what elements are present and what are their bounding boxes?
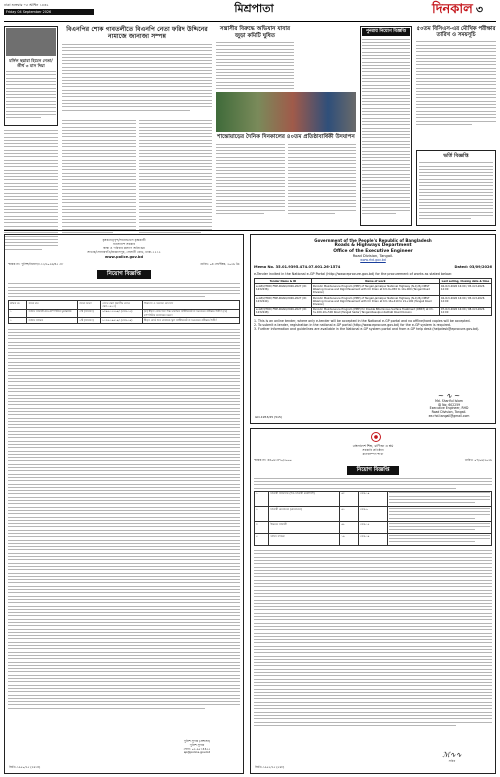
notice-org-line3: মানবসম্পদ শাখা xyxy=(362,452,384,457)
notice-intro xyxy=(254,478,492,489)
notice-row-grade: গ্রেড-১০ xyxy=(359,491,387,506)
recruit-intro xyxy=(8,283,240,297)
recruit-col-header: ক্রমিক নং xyxy=(9,301,27,309)
recruit-col-header: বেতন স্কেল (জাতীয় বেতন স্কেল-২০১৫) xyxy=(101,301,143,309)
recruit-row-qual: (ক) স্বীকৃত বোর্ড হতে উচ্চ মাধ্যমিক সার্টিফিকেট বা সমমানের পরীক্ষায় উত্তীর্ণ; (খ) কম্পিউটার ব্যবহারের দক্ষতা xyxy=(142,309,239,317)
recruit-memo: স্মারক নং: পুলিশ/নিয়োগ/১১৩/২০২৬/৪৫ ৩৮ xyxy=(8,262,64,267)
tender-gov-line1: Government of the People's Republic of Bangladesh xyxy=(314,238,432,243)
notice-row-count: ০২ xyxy=(340,507,359,522)
bottom-right-notice xyxy=(250,428,496,774)
masthead-logo xyxy=(432,2,496,20)
header-date-bn: ঢাকা শুক্রবার ০৫ আশ্বিন ১৪৩২ xyxy=(4,3,49,7)
recruit-table-header xyxy=(9,301,240,309)
notice-title: নিয়োগ বিজ্ঞপ্তি xyxy=(347,466,400,475)
top-story-columns xyxy=(62,120,212,235)
recruit-row-post: অফিস সহকারী-কাম-কম্পিউটার মুদ্রাক্ষরিক xyxy=(27,309,78,317)
recruit-row-post: অফিস সহায়ক xyxy=(27,318,78,323)
tender-signer-place: Road Division, Tangail. xyxy=(431,410,467,415)
right-notice-2-body xyxy=(416,41,496,124)
tender-date: Dated: 03/09/2026 xyxy=(454,265,492,270)
tender-website[interactable]: www.rhd.gov.bd xyxy=(360,258,386,263)
top-story-body xyxy=(62,44,212,111)
recruit-col-header: শিক্ষাগত ও অন্যান্য যোগ্যতা xyxy=(142,301,239,309)
right-notice-3-headline: ভর্তি বিজ্ঞপ্তি xyxy=(443,153,469,159)
recruit-org-line3: স্বাস্থ্য ও পরিবার কল্যাণ অধিদপ্তর xyxy=(103,246,145,250)
tender-gov-line2: Roads & Highways Department xyxy=(334,243,412,248)
tender-foot-code: GD-1953/25 (5x5) xyxy=(255,415,283,420)
table-row xyxy=(9,318,240,323)
tender-row-work: Periodic Maintenance Program (PMP) for Double Bituminous Surface Treatment (DBST) at Ch. 3+100-10+500 Road (Tangail Sadar) Tangail-Rasulpur-Kalihati Road Division xyxy=(311,307,439,315)
right-notice-2 xyxy=(416,26,496,146)
notice-row-sl: ১ xyxy=(255,491,269,506)
table-row xyxy=(255,296,492,308)
recruit-row-scale: ৯৩০০-২২৪৯০/- (গ্রেড-১৬) xyxy=(101,309,143,317)
recruit-col-header: পদের নাম xyxy=(27,301,78,309)
notice-row-detail xyxy=(387,491,491,506)
tender-notice xyxy=(250,234,496,424)
notice-org-line2: সরকারি প্রতিষ্ঠান xyxy=(362,448,384,453)
recruit-org-line2: বাংলাদেশ সরকার xyxy=(113,242,135,246)
recruit-signer-line2: পুলিশ সুপার xyxy=(189,742,205,747)
top-story-headline: বিএনপির শোক গাবতলীতে বিএনপি নেতা ফরিদ উদ্দিনের নামাজে জানাজা সম্পন্ন xyxy=(66,26,208,41)
tender-row-dates: 04-Oct-2026 16:00 / 05-Oct-2026 12:00 xyxy=(439,296,491,308)
recruit-conditions xyxy=(8,329,240,709)
tender-signature-block xyxy=(409,393,489,419)
tender-col-header: Tender Name & ID xyxy=(255,279,312,284)
recruit-signer-email[interactable]: sp@police.gov.bd xyxy=(183,750,211,755)
left-news-box xyxy=(4,26,58,126)
tender-row-work: Periodic Maintenance Program (PMP) of Tangail-Jamalpur National Highway (N-4) By DBST Wearing Course and Rigid Pavement with CC Drain at Km 6+050 to 10+000 (Tangail Road Division) xyxy=(311,284,439,296)
table-row xyxy=(255,507,492,522)
notice-row-sl: ৩ xyxy=(255,522,269,534)
notice-row-grade: গ্রেড-৯ xyxy=(359,507,387,522)
notice-signature-block xyxy=(417,752,487,763)
recruit-notice xyxy=(4,234,244,774)
tender-intro: e-Tender invited in the National e-GP Portal (http://www.eprocure.gov.bd) for the procurement of works as stated below: xyxy=(254,271,452,276)
notice-row-sl: ২ xyxy=(255,507,269,522)
masthead-title: দিনকাল xyxy=(432,2,473,17)
tender-signer-role: Executive Engineer, RHD xyxy=(429,406,469,411)
tender-note-1: 1. This is an online tender, where only e-tender will be accepted in the National e-GP portal and no offline/hard copies will be accepted. xyxy=(254,319,471,324)
right-notice-1-headline: পুনরায় নিয়োগ বিজ্ঞপ্তি xyxy=(362,28,410,36)
recruit-row-sl: ১ xyxy=(9,309,27,317)
notice-conditions xyxy=(254,550,492,726)
notice-row-count: ০৮ xyxy=(340,522,359,534)
right-notice-3 xyxy=(416,150,496,226)
tender-row-id: e-GP/2/TRD/ FMP-ROAD/2026-2027 (ID: 1232244) xyxy=(255,296,312,308)
notice-row-post: উচ্চমান সহকারী xyxy=(269,522,340,534)
photo-story-image xyxy=(216,92,356,132)
right-notice-1 xyxy=(360,26,412,226)
header-rule xyxy=(4,21,496,22)
table-row xyxy=(255,284,492,296)
tender-gov-line4: Road Division, Tangail. xyxy=(352,254,394,258)
org-seal-icon xyxy=(371,432,381,442)
recruit-row-count: ৫টি (সাধারণ) xyxy=(78,309,101,317)
tender-memo: Memo No. 35.01.9395.474.07.001.26-1574 xyxy=(254,265,341,270)
notice-row-detail xyxy=(387,507,491,522)
notice-row-post: অফিস সহায়ক xyxy=(269,534,340,546)
table-row xyxy=(255,534,492,546)
table-row xyxy=(9,309,240,317)
left-news-headline: মৰ্সিল ছয়ারা হিমেন নেতা/তীর্থ ৩ মাস দিয়া xyxy=(9,58,53,69)
photo-story-body-2 xyxy=(288,144,357,217)
recruit-org-line4: সাভার/সোনারগাঁও/জামালপুর, সেলানী রোড, ঢাকা-১২১২ xyxy=(87,250,161,254)
signature-mark: ~ ∿ ~ xyxy=(437,391,461,400)
tender-row-id: e-GP/2/TRD/ FMP-ROAD/2026-2027 (ID: 1232236) xyxy=(255,284,312,296)
notice-row-detail xyxy=(387,534,491,546)
tender-gov-line3: Office of the Executive Engineer xyxy=(333,248,413,254)
recruit-signer-name: পুলিশ সুপার (প্রশাসন) xyxy=(183,739,211,743)
photo-story-headline: শান্তোয়াড়ের দৈনিক দিনকালের ৪০তম প্রতিষ্ঠাবার্ষিকী উদযাপন xyxy=(217,134,355,140)
notice-row-detail xyxy=(387,522,491,534)
recruit-table xyxy=(8,300,240,323)
notice-foot-code: জিডি-১৯৫৫/২৫ (৫x৮) xyxy=(255,765,285,770)
right-notice-2-headline: ৫০তম বিসিএস-এর মৌখিক পরীক্ষার তারিখ ও সময়সূচি xyxy=(416,26,496,39)
tender-signer-id: ID No: 602259 xyxy=(437,402,461,407)
right-notice-3-body xyxy=(419,162,493,219)
notice-row-grade: গ্রেড-১৪ xyxy=(359,522,387,534)
notice-table xyxy=(254,491,492,546)
table-row xyxy=(255,522,492,534)
tender-row-dates: 07-Oct-2026 16:00 / 08-Oct-2026 12:00 xyxy=(439,307,491,315)
notice-org-line1: বাংলাদেশ শিল্প, বাণিজ্য ও শ্রম xyxy=(352,444,394,448)
tender-signer-email[interactable]: ee.rhd.tangail@gmail.com xyxy=(428,414,470,419)
tender-note-2: 2. To submit e-tender, registration in the national e-GP portal (http://www.eprocure.gov.bd) for the e-GP system is required. xyxy=(254,323,451,328)
notice-row-count: ১০ xyxy=(340,534,359,546)
tender-row-work: Periodic Maintenance Program (PMP) of Tangail-Jamalpur National Highway (N-4) By DBST Wearing Course and Rigid Pavement with CC Drain at Km 16+410 to 21+100 (Tangail Road Division) xyxy=(311,296,439,308)
recruit-title: নিয়োগ বিজ্ঞপ্তি xyxy=(97,270,151,279)
recruit-row-qual: স্বীকৃত বোর্ড হতে মাধ্যমিক স্কুল সার্টিফিকেট বা সমমানের পরীক্ষায় উত্তীর্ণ xyxy=(142,318,239,323)
right-notice-1-body xyxy=(362,39,410,215)
notice-memo: স্মারক নং: ৪৪০৬১৪৭০/২০০০ xyxy=(254,458,292,463)
tender-row-dates: 04-Oct-2026 16:00 / 05-Oct-2026 12:00 xyxy=(439,284,491,296)
left-news-body xyxy=(6,71,56,118)
tender-note-3: 3. Further information and guidelines are available in the National e-GP system portal and from e-GP help desk (helpdesk@eprocure.gov.bd). xyxy=(254,327,480,332)
page-number: ৩ xyxy=(475,3,483,16)
tender-signer: Md. Shariful Islam xyxy=(435,398,463,403)
recruit-signature-block xyxy=(157,740,237,755)
page-header xyxy=(4,2,496,24)
top-story-col-2 xyxy=(139,120,213,235)
left-news-photo xyxy=(6,28,56,56)
top-story xyxy=(62,26,212,116)
recruit-org-line1: কৃষকনেতৃবৃন্দ/সারোভালে কৃষ্ণকায়ী xyxy=(102,238,146,242)
notice-signer: সচিব xyxy=(448,759,456,763)
mid-story-headline: সন্ত্রাসীর বিরুদ্ধে অভিযান যাবার জুড়া কমিটি ঘুষিত xyxy=(219,26,291,39)
tender-row-id: e-GP/3/TRD/ FMP-ROAD/2026-2027 (ID: 1232248) xyxy=(255,307,312,315)
notice-date: তারিখ: ০৭/০৯/২০২৬ xyxy=(464,458,492,463)
photo-story-body-1 xyxy=(216,144,285,217)
notice-row-post: সহকারী প্রোগ্রামার (প্রোগ্রামার) xyxy=(269,507,340,522)
photo-story xyxy=(216,134,356,224)
tender-table xyxy=(254,278,492,316)
recruit-foot-code: জিডি-১৯৫০/২৫ (২x১৪) xyxy=(9,765,41,770)
notice-row-sl: ৪ xyxy=(255,534,269,546)
recruit-row-scale: ৮২৫০-২০০১০/- (গ্রেড-২০) xyxy=(101,318,143,323)
recruit-row-count: ২টি (সাধারণ) xyxy=(78,318,101,323)
recruit-date: তারিখ: ০৪ সেপ্টেম্বর, ২০২৬ খ্রি: xyxy=(200,262,240,267)
recruit-signer-line3: ফোন: ০২-৯৫১৪৪৫৫ xyxy=(183,746,211,751)
table-row xyxy=(255,307,492,315)
notice-row-grade: গ্রেড-২০ xyxy=(359,534,387,546)
header-date-en: Friday 04 September 2026 xyxy=(4,9,94,15)
notice-row-count: ০৫ xyxy=(340,491,359,506)
tender-col-header: Name of work xyxy=(311,279,439,284)
signature-mark: ℳ∿∿ xyxy=(442,751,462,759)
table-row xyxy=(255,491,492,506)
tender-col-header: Last selling, Closing date & time xyxy=(439,279,491,284)
top-story-col-1 xyxy=(62,120,136,235)
section-divider xyxy=(4,230,496,231)
notice-row-post: সহকারী পরিচালক (উপ-সহকারী প্রকৌশলী) xyxy=(269,491,340,506)
section-title: মিশ্রপাতা xyxy=(234,2,274,15)
recruit-website[interactable]: www.police.gov.bd xyxy=(104,255,144,259)
recruit-col-header: পদের সংখ্যা xyxy=(78,301,101,309)
recruit-row-sl: ২ xyxy=(9,318,27,323)
